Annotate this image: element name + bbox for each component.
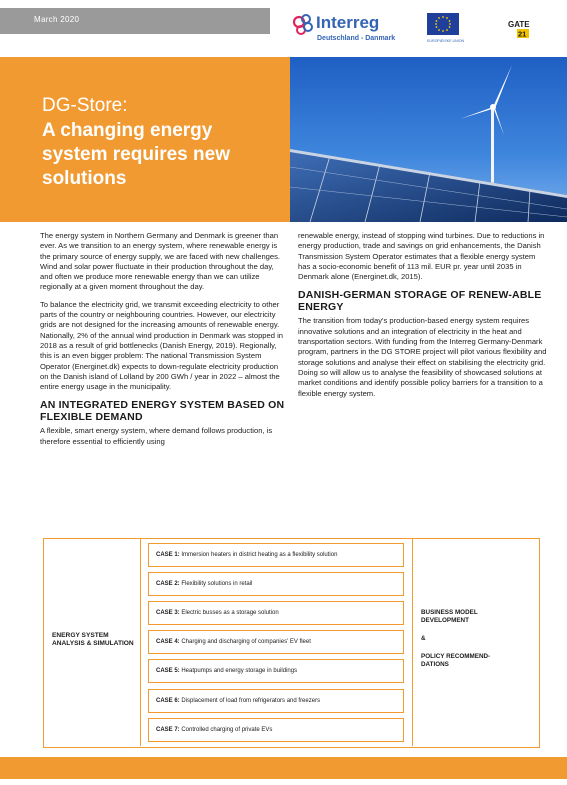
paragraph: To balance the electricity grid, we transmit exceeding electricity to other parts of the country or neighbouring countries. However, our electricity grids are not designed for the increasing amounts of renewable energy. Nationally, 2% of the annual wind production in Denmark was stopped in 2018 as a result of grid bottlenecks (Danish Energy, 2019). Regionally, this is an even bigger problem: The national Transmission System Operator (Energinet.dk) expects to down-regulate electricity production on the Danish island of Lolland by 200 GWh / year in 2022 – almost the entire energy usage in the municipality. (40, 299, 283, 392)
analysis-label: ENERGY SYSTEM ANALYSIS & SIMULATION (52, 632, 134, 647)
case-number: CASE 2: (156, 581, 180, 587)
case-text: Heatpumps and energy storage in buildings (181, 668, 298, 674)
case-box (148, 572, 404, 596)
case-text: Charging and discharging of companies' EV fleet (181, 639, 311, 645)
paragraph: The transition from today's production-based energy system requires innovative solutions and an integration of electricity in the heat and transportation sectors. With funding from the Interreg Germany-Denmark program, partners in the DG STORE project will pilot various flexibility and storage solutions and analyse their effect on stabilising the electricity grid. Doing so will allow us to analyse the feasibility of showcased solutions at market conditions and identify possible policy barriers for a transition to a flexible energy system. (298, 316, 547, 398)
case-text: Immersion heaters in district heating as a flexibility solution (181, 552, 338, 558)
body-column-left (40, 231, 285, 454)
title-block (0, 57, 290, 222)
case-number: CASE 1: (156, 552, 180, 558)
divider (140, 539, 141, 746)
case-box (148, 718, 404, 742)
gate21-logo (505, 18, 535, 40)
page-title: A changing energy system requires new solutions (42, 120, 230, 189)
case-box (148, 689, 404, 713)
paragraph: renewable energy, instead of stopping wind turbines. Due to reductions in energy production, trade and savings on grid enhancements, the Danish Transmission System Operator estimates that a flexible energy system has a socio-economic benefit of 113 mil. EUR pr. year until 2035 in Denmark alone (Energinet.dk, 2015). (298, 231, 545, 282)
date-bar (0, 8, 270, 34)
outcomes-box (412, 539, 539, 746)
title-line-1: DG-Store: (42, 95, 128, 116)
solar-wind-photo (290, 57, 567, 222)
policy-label: POLICY RECOMMEND-DATIONS (421, 653, 491, 668)
case-number: CASE 3: (156, 610, 180, 616)
case-number: CASE 4: (156, 639, 180, 645)
issue-date: March 2020 (34, 15, 80, 24)
interreg-mark-icon (294, 15, 312, 34)
interreg-region: Deutschland - Danmark (317, 35, 396, 42)
case-number: CASE 5: (156, 668, 180, 674)
eu-label: EUROPÆISKE UNION (427, 39, 465, 43)
case-box (148, 630, 404, 654)
interreg-wordmark: Interreg (316, 13, 380, 32)
case-box (148, 601, 404, 625)
section-heading: DANISH-GERMAN STORAGE OF RENEW-ABLE ENERGY (298, 289, 542, 314)
case-text: Electric busses as a storage solution (181, 610, 279, 616)
case-box (148, 543, 404, 567)
body-column-right (298, 231, 548, 406)
ampersand: & (421, 635, 426, 642)
case-text: Flexibility solutions in retail (181, 581, 253, 587)
section-heading: AN INTEGRATED ENERGY SYSTEM BASED ON FLEXIBLE DEMAND (40, 399, 285, 424)
case-text: Displacement of load from refrigerators and freezers (181, 698, 321, 704)
project-structure-diagram (43, 538, 540, 748)
paragraph: A flexible, smart energy system, where demand follows production, is therefore essential to efficiently using (40, 426, 273, 446)
business-model-label: BUSINESS MODEL DEVELOPMENT (421, 609, 478, 624)
interreg-logo (290, 10, 470, 46)
footer-bar (0, 757, 567, 779)
case-number: CASE 7: (156, 727, 180, 733)
case-text: Controlled charging of private EVs (181, 727, 273, 733)
gate-number: 21 (518, 29, 527, 39)
case-box (148, 659, 404, 683)
paragraph: The energy system in Northern Germany and Denmark is greener than ever. As we transition to an energy system, where renewable energy is the primary source of energy supply, we are faced with new challenges. Wind and solar power fluctuate in their production throughout the day, and often we produce more renewable energy than we can utilize regionally at a given moment throughout the day. (40, 231, 281, 292)
case-number: CASE 6: (156, 698, 180, 704)
gate-text: GATE (508, 20, 530, 29)
